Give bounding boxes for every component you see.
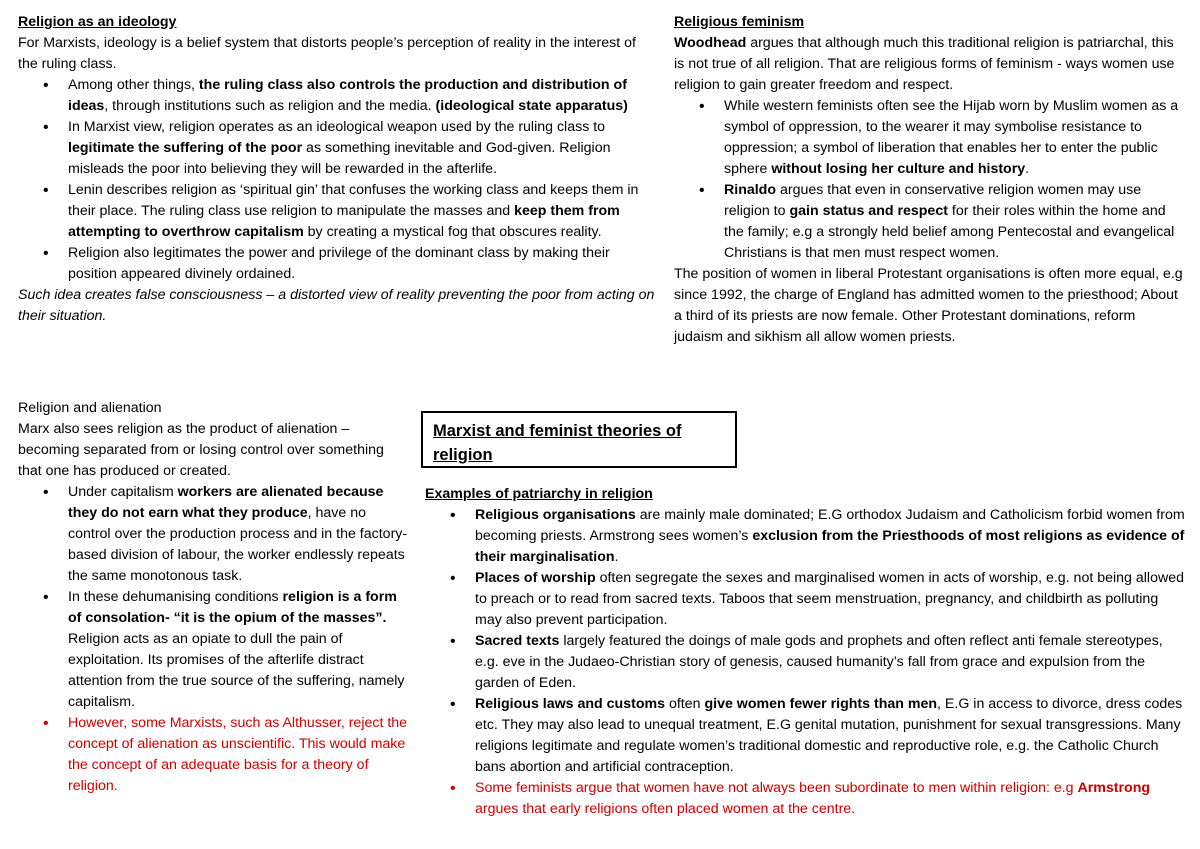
alienation-intro: Marx also sees religion as the product of alienation – becoming separated from or losing control over something that one has produced or created. — [18, 421, 384, 479]
section-ideology — [18, 12, 658, 327]
alienation-list — [18, 482, 408, 797]
section-feminism — [674, 12, 1186, 348]
list-item: • Lenin describes religion as ‘spiritual gin’ that confuses the working class and keeps them in their place. The ruling class use religion to manipulate the masses and keep them from attempting to overthrow capitalism by creating a mystical fog that obscures reality. — [68, 180, 658, 243]
section-alienation — [18, 398, 408, 797]
ideology-intro: For Marxists, ideology is a belief system that distorts people’s perception of reality in the interest of the ruling class. — [18, 35, 636, 72]
page-title-box — [421, 411, 737, 468]
list-item: • Religion also legitimates the power and privilege of the dominant class by making their position appeared divinely ordained. — [68, 243, 658, 285]
list-item: • Under capitalism workers are alienated because they do not earn what they produce, have no control over the production process and in the factory-based division of labour, the worker endlessly repeats the same monotonous task. — [68, 482, 408, 587]
page-title: Marxist and feminist theories of religion — [433, 422, 682, 464]
list-item: • Sacred texts largely featured the doings of male gods and prophets and often reflect anti female stereotypes, e.g. eve in the Judaeo-Christian story of genesis, caused humanity’s fall from grace and expulsion from the garden of Eden. — [475, 631, 1187, 694]
patriarchy-list — [425, 505, 1187, 820]
section-patriarchy — [425, 484, 1187, 820]
list-item: • While western feminists often see the Hijab worn by Muslim women as a symbol of oppression, to the wearer it may symbolise resistance to oppression; a symbol of liberation that enables her to enter the public sphere without losing her culture and history. — [724, 96, 1186, 180]
list-item: • Religious laws and customs often give women fewer rights than men, E.G in access to divorce, dress codes etc. They may also lead to unequal treatment, E.G genital mutation, punishment for sexual transgressions. Many religions legitimate and regulate women’s traditional domestic and reproductive role, e.g. the Catholic Church bans abortion and artificial contraception. — [475, 694, 1187, 778]
ideology-conclusion: Such idea creates false consciousness – a distorted view of reality preventing the poor from acting on their situation. — [18, 287, 655, 324]
list-item: • Rinaldo argues that even in conservative religion women may use religion to gain status and respect for their roles within the home and the family; e.g a strongly held belief among Pentecostal and evangelical Christians is that men must respect women. — [724, 180, 1186, 264]
list-item: • In these dehumanising conditions religion is a form of consolation- “it is the opium of the masses”. Religion acts as an opiate to dull the pain of exploitation. Its promises of the afterlife distract attention from the true source of the suffering, namely capitalism. — [68, 587, 408, 713]
list-item: • Among other things, the ruling class also controls the production and distribution of ideas, through institutions such as religion and the media. (ideological state apparatus) — [68, 75, 658, 117]
alienation-heading: Religion and alienation — [18, 400, 162, 416]
feminism-intro: Woodhead argues that although much this traditional religion is patriarchal, this is not true of all religion. That are religious forms of feminism - ways women use religion to gain greater freedom and respect. — [674, 35, 1175, 93]
list-item: • In Marxist view, religion operates as an ideological weapon used by the ruling class to legitimate the suffering of the poor as something inevitable and God-given. Religion misleads the poor into believing they will be rewarded in the afterlife. — [68, 117, 658, 180]
list-item: • Some feminists argue that women have not always been subordinate to men within religion: e.g Armstrong argues that early religions often placed women at the centre. — [475, 778, 1187, 820]
ideology-heading: Religion as an ideology — [18, 14, 177, 30]
list-item: • Places of worship often segregate the sexes and marginalised women in acts of worship, e.g. not being allowed to preach or to read from sacred texts. Taboos that seem menstruation, pregnancy, and childbirth as polluting may also prevent participation. — [475, 568, 1187, 631]
patriarchy-heading: Examples of patriarchy in religion — [425, 486, 653, 502]
list-item: • Religious organisations are mainly male dominated; E.G orthodox Judaism and Catholicism forbid women from becoming priests. Armstrong sees women’s exclusion from the Priesthoods of most religions as evidence of their marginalisation. — [475, 505, 1187, 568]
list-item: • However, some Marxists, such as Althusser, reject the concept of alienation as unscientific. This would make the concept of an adequate basis for a theory of religion. — [68, 713, 408, 797]
feminism-heading: Religious feminism — [674, 14, 805, 30]
feminism-list — [674, 96, 1186, 264]
feminism-outro: The position of women in liberal Protestant organisations is often more equal, e.g since 1992, the charge of England has admitted women to the priesthood; About a third of its priests are now female. Other Protestant dominations, reform judaism and sikhism all allow women priests. — [674, 266, 1183, 345]
ideology-list — [18, 75, 658, 285]
